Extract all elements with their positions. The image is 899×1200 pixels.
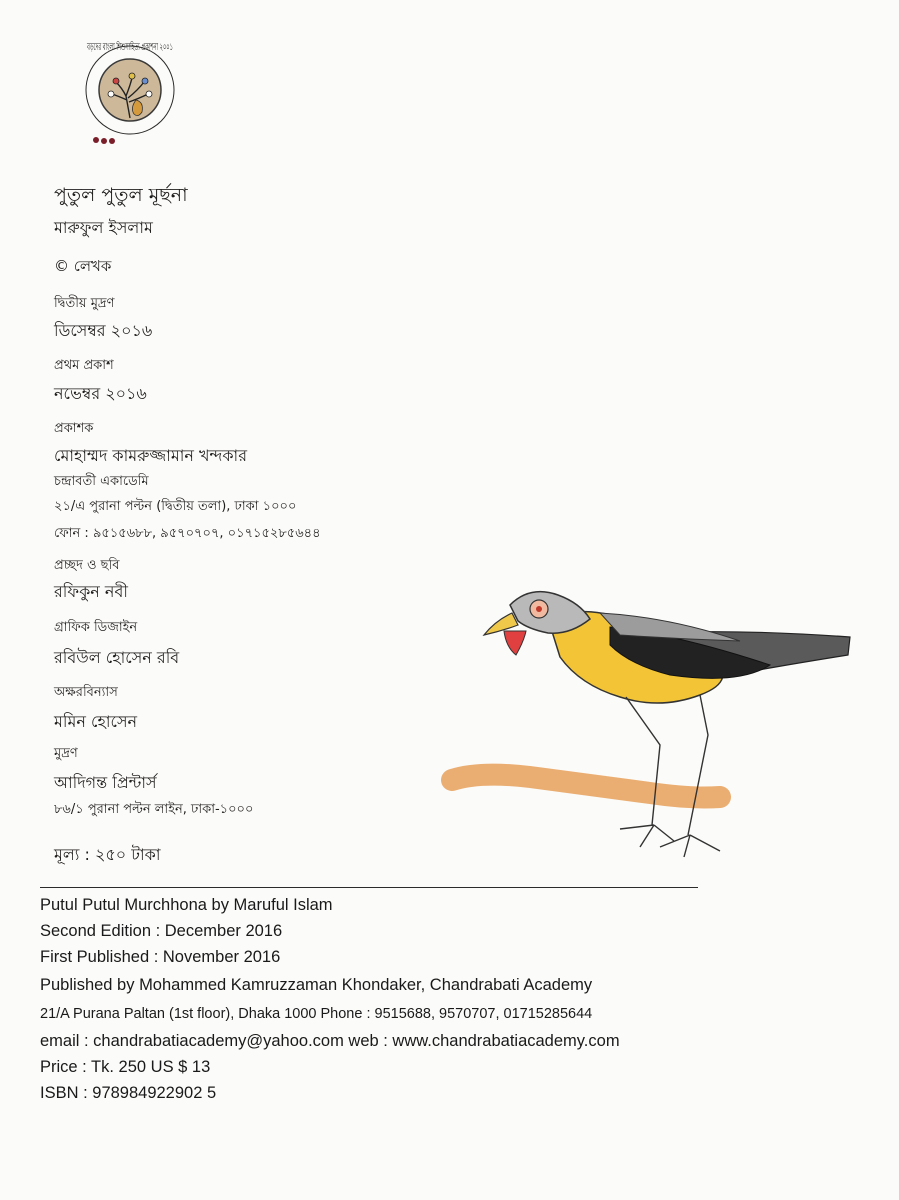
printer-address: ৮৬/১ পুরানা পল্টন লাইন, ঢাকা-১০০০ (54, 802, 254, 817)
cover-label: প্রচ্ছদ ও ছবি (54, 558, 120, 573)
publisher-name: মোহাম্মদ কামরুজ্জামান খন্দকার (54, 446, 247, 465)
publisher-phone: ফোন : ৯৫১৫৬৮৮, ৯৫৭০৭০৭, ০১৭১৫২৮৫৬৪৪ (54, 526, 321, 541)
first-pub-label: প্রথম প্রকাশ (54, 358, 114, 373)
publisher-org: চন্দ্রাবতী একাডেমি (54, 474, 149, 489)
isbn-line-english: ISBN : 978984922902 5 (40, 1084, 217, 1102)
address-line-english: 21/A Purana Paltan (1st floor), Dhaka 1000 Phone : 9515688, 9570707, 01715285644 (40, 1006, 593, 1022)
divider (40, 887, 698, 888)
publisher-logo (82, 38, 254, 146)
publisher-label: প্রকাশক (54, 421, 94, 436)
second-edition-english: Second Edition : December 2016 (40, 922, 283, 940)
title-line-english: Putul Putul Murchhona by Maruful Islam (40, 896, 333, 914)
copyright-bangla: © লেখক (54, 257, 112, 275)
published-by-english: Published by Mohammed Kamruzzaman Khondaker, Chandrabati Academy (40, 976, 593, 994)
first-pub-value: নভেম্বর ২০১৬ (54, 384, 147, 403)
bird-illustration (440, 585, 860, 875)
author-bangla: মারুফুল ইসলাম (54, 218, 153, 237)
typeset-label: অক্ষরবিন্যাস (54, 685, 118, 700)
contact-line-english: email : chandrabatiacademy@yahoo.com web : www.chandrabatiacademy.com (40, 1032, 620, 1050)
graphic-value: রবিউল হোসেন রবি (54, 648, 180, 667)
graphic-label: গ্রাফিক ডিজাইন (54, 620, 138, 635)
book-title-bangla: পুতুল পুতুল মূর্ছনা (54, 184, 188, 206)
price-bangla: মূল্য : ২৫০ টাকা (54, 845, 161, 864)
second-print-label: দ্বিতীয় মুদ্রণ (54, 296, 115, 311)
first-published-english: First Published : November 2016 (40, 948, 281, 966)
print-label: মুদ্রণ (54, 746, 78, 761)
publisher-address: ২১/এ পুরানা পল্টন (দ্বিতীয় তলা), ঢাকা ১০০০ (54, 499, 297, 514)
cover-value: রফিকুন নবী (54, 582, 128, 601)
printer-name: আদিগন্ত প্রিন্টার্স (54, 773, 157, 792)
typeset-value: মমিন হোসেন (54, 712, 138, 731)
logo-ring-text: বড়দের বাংলা শিশুসাহিত্য প্রকাশনা ২০০১ (87, 42, 254, 53)
second-print-value: ডিসেম্বর ২০১৬ (54, 321, 153, 340)
price-line-english: Price : Tk. 250 US $ 13 (40, 1058, 211, 1076)
